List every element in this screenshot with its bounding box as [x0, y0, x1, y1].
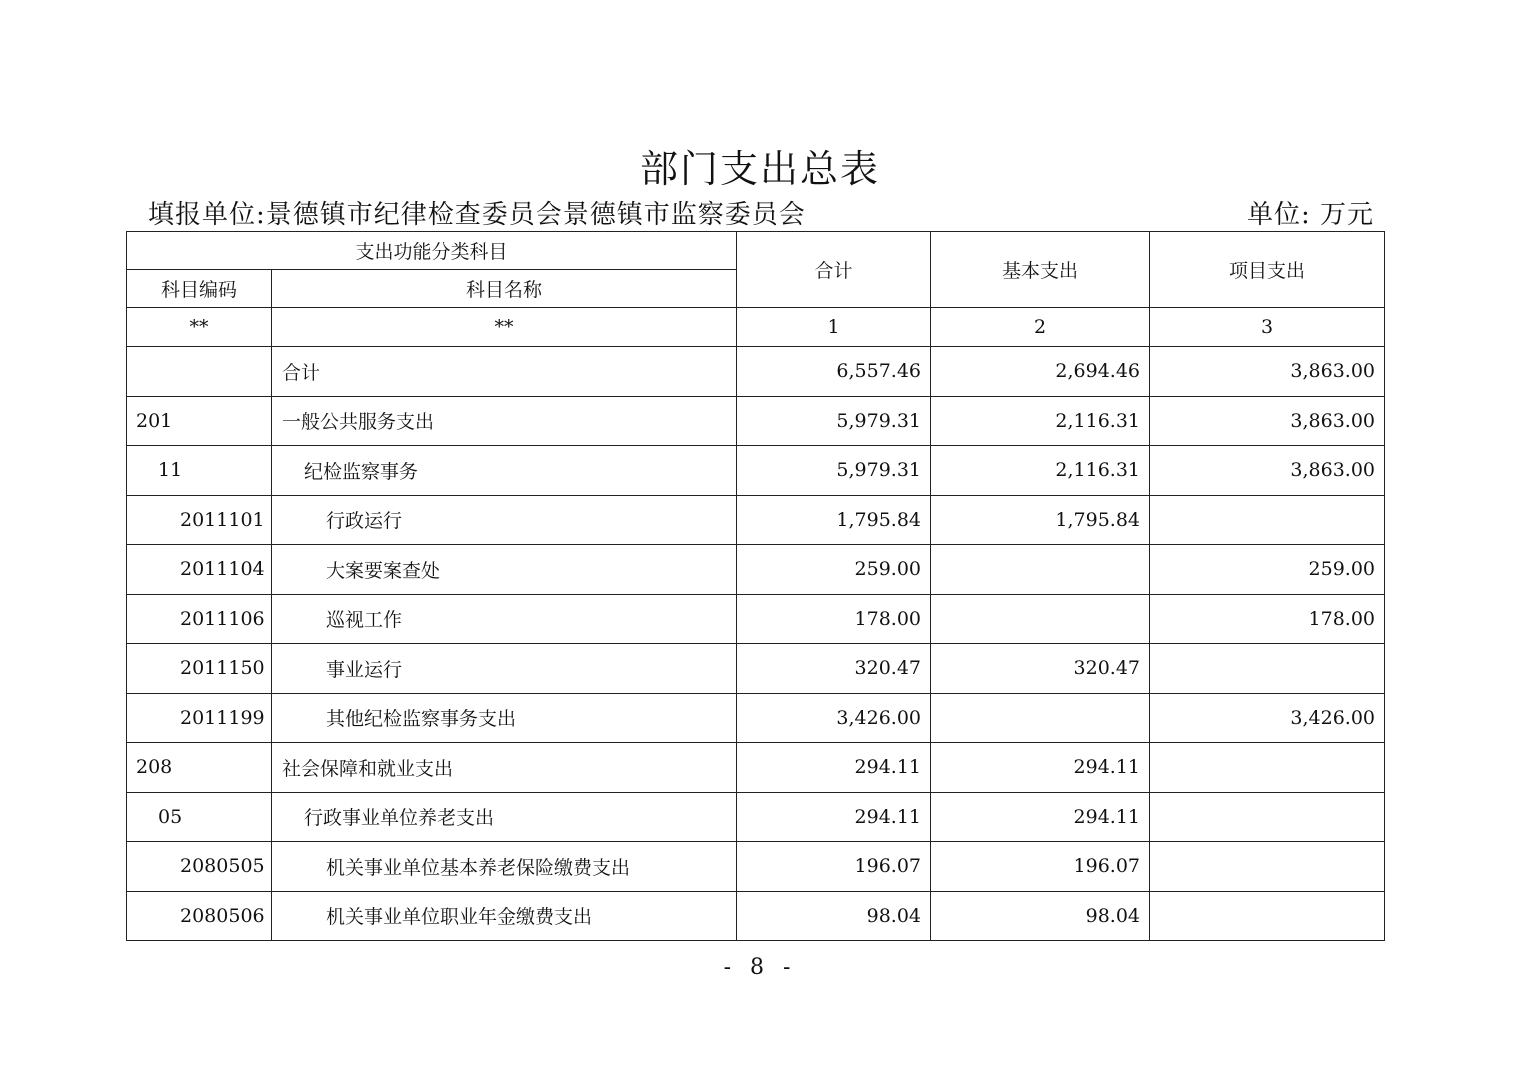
row-code: 2011150 [127, 644, 272, 694]
row-basic: 2,116.31 [931, 446, 1150, 496]
row-code: 2011101 [127, 495, 272, 545]
row-total: 1,795.84 [737, 495, 931, 545]
row-basic: 1,795.84 [931, 495, 1150, 545]
row-code: 2080505 [127, 842, 272, 892]
index-total: 1 [737, 308, 931, 347]
header-project: 项目支出 [1150, 232, 1385, 308]
row-project: 3,863.00 [1150, 347, 1385, 397]
row-basic: 294.11 [931, 743, 1150, 793]
row-name: 事业运行 [272, 644, 737, 694]
page-title: 部门支出总表 [639, 147, 880, 191]
header-basic: 基本支出 [931, 232, 1150, 308]
table-row [127, 446, 1385, 496]
header-total: 合计 [737, 232, 931, 308]
row-code: 2011104 [127, 545, 272, 595]
index-name: ** [272, 308, 737, 347]
row-code: 208 [127, 743, 272, 793]
row-basic: 98.04 [931, 891, 1150, 941]
row-project [1150, 842, 1385, 892]
row-project: 178.00 [1150, 594, 1385, 644]
row-name: 社会保障和就业支出 [272, 743, 737, 793]
row-project: 3,426.00 [1150, 693, 1385, 743]
row-code: 11 [127, 446, 272, 496]
row-name: 机关事业单位职业年金缴费支出 [272, 891, 737, 941]
header-name: 科目名称 [272, 270, 737, 308]
table-row [127, 891, 1385, 941]
row-code: 2080506 [127, 891, 272, 941]
row-total: 259.00 [737, 545, 931, 595]
header-function-category: 支出功能分类科目 [127, 232, 737, 270]
row-total: 178.00 [737, 594, 931, 644]
row-total: 5,979.31 [737, 396, 931, 446]
row-name: 其他纪检监察事务支出 [272, 693, 737, 743]
row-basic: 320.47 [931, 644, 1150, 694]
row-name: 大案要案查处 [272, 545, 737, 595]
row-total: 6,557.46 [737, 347, 931, 397]
row-project [1150, 743, 1385, 793]
table-row [127, 842, 1385, 892]
header-row-group [127, 232, 1385, 270]
row-project: 3,863.00 [1150, 396, 1385, 446]
row-name: 合计 [272, 347, 737, 397]
row-project: 259.00 [1150, 545, 1385, 595]
row-total: 294.11 [737, 743, 931, 793]
row-basic: 196.07 [931, 842, 1150, 892]
row-name: 一般公共服务支出 [272, 396, 737, 446]
row-total: 294.11 [737, 792, 931, 842]
row-basic: 2,694.46 [931, 347, 1150, 397]
row-name: 行政事业单位养老支出 [272, 792, 737, 842]
row-project [1150, 495, 1385, 545]
index-basic: 2 [931, 308, 1150, 347]
row-project: 3,863.00 [1150, 446, 1385, 496]
reporting-unit: 填报单位:景德镇市纪律检查委员会景德镇市监察委员会 [148, 200, 806, 230]
row-project [1150, 644, 1385, 694]
row-name: 机关事业单位基本养老保险缴费支出 [272, 842, 737, 892]
row-name: 巡视工作 [272, 594, 737, 644]
table-row [127, 545, 1385, 595]
row-total: 196.07 [737, 842, 931, 892]
page-number: - 8 - [723, 955, 797, 980]
row-project [1150, 792, 1385, 842]
row-code: 05 [127, 792, 272, 842]
table-row [127, 347, 1385, 397]
row-basic: 294.11 [931, 792, 1150, 842]
row-code: 201 [127, 396, 272, 446]
currency-unit: 单位: 万元 [1246, 200, 1374, 230]
row-code: 2011106 [127, 594, 272, 644]
row-basic [931, 693, 1150, 743]
row-code: 2011199 [127, 693, 272, 743]
row-name: 行政运行 [272, 495, 737, 545]
row-code [127, 347, 272, 397]
row-basic [931, 545, 1150, 595]
table-row [127, 743, 1385, 793]
row-basic: 2,116.31 [931, 396, 1150, 446]
table-row [127, 495, 1385, 545]
table-row [127, 792, 1385, 842]
table-row [127, 644, 1385, 694]
table-row [127, 594, 1385, 644]
row-total: 98.04 [737, 891, 931, 941]
row-name: 纪检监察事务 [272, 446, 737, 496]
row-total: 320.47 [737, 644, 931, 694]
row-project [1150, 891, 1385, 941]
table-row [127, 693, 1385, 743]
row-total: 3,426.00 [737, 693, 931, 743]
header-row-index [127, 308, 1385, 347]
index-code: ** [127, 308, 272, 347]
header-code: 科目编码 [127, 270, 272, 308]
row-total: 5,979.31 [737, 446, 931, 496]
table-row [127, 396, 1385, 446]
expenditure-table [126, 231, 1385, 941]
row-basic [931, 594, 1150, 644]
index-project: 3 [1150, 308, 1385, 347]
